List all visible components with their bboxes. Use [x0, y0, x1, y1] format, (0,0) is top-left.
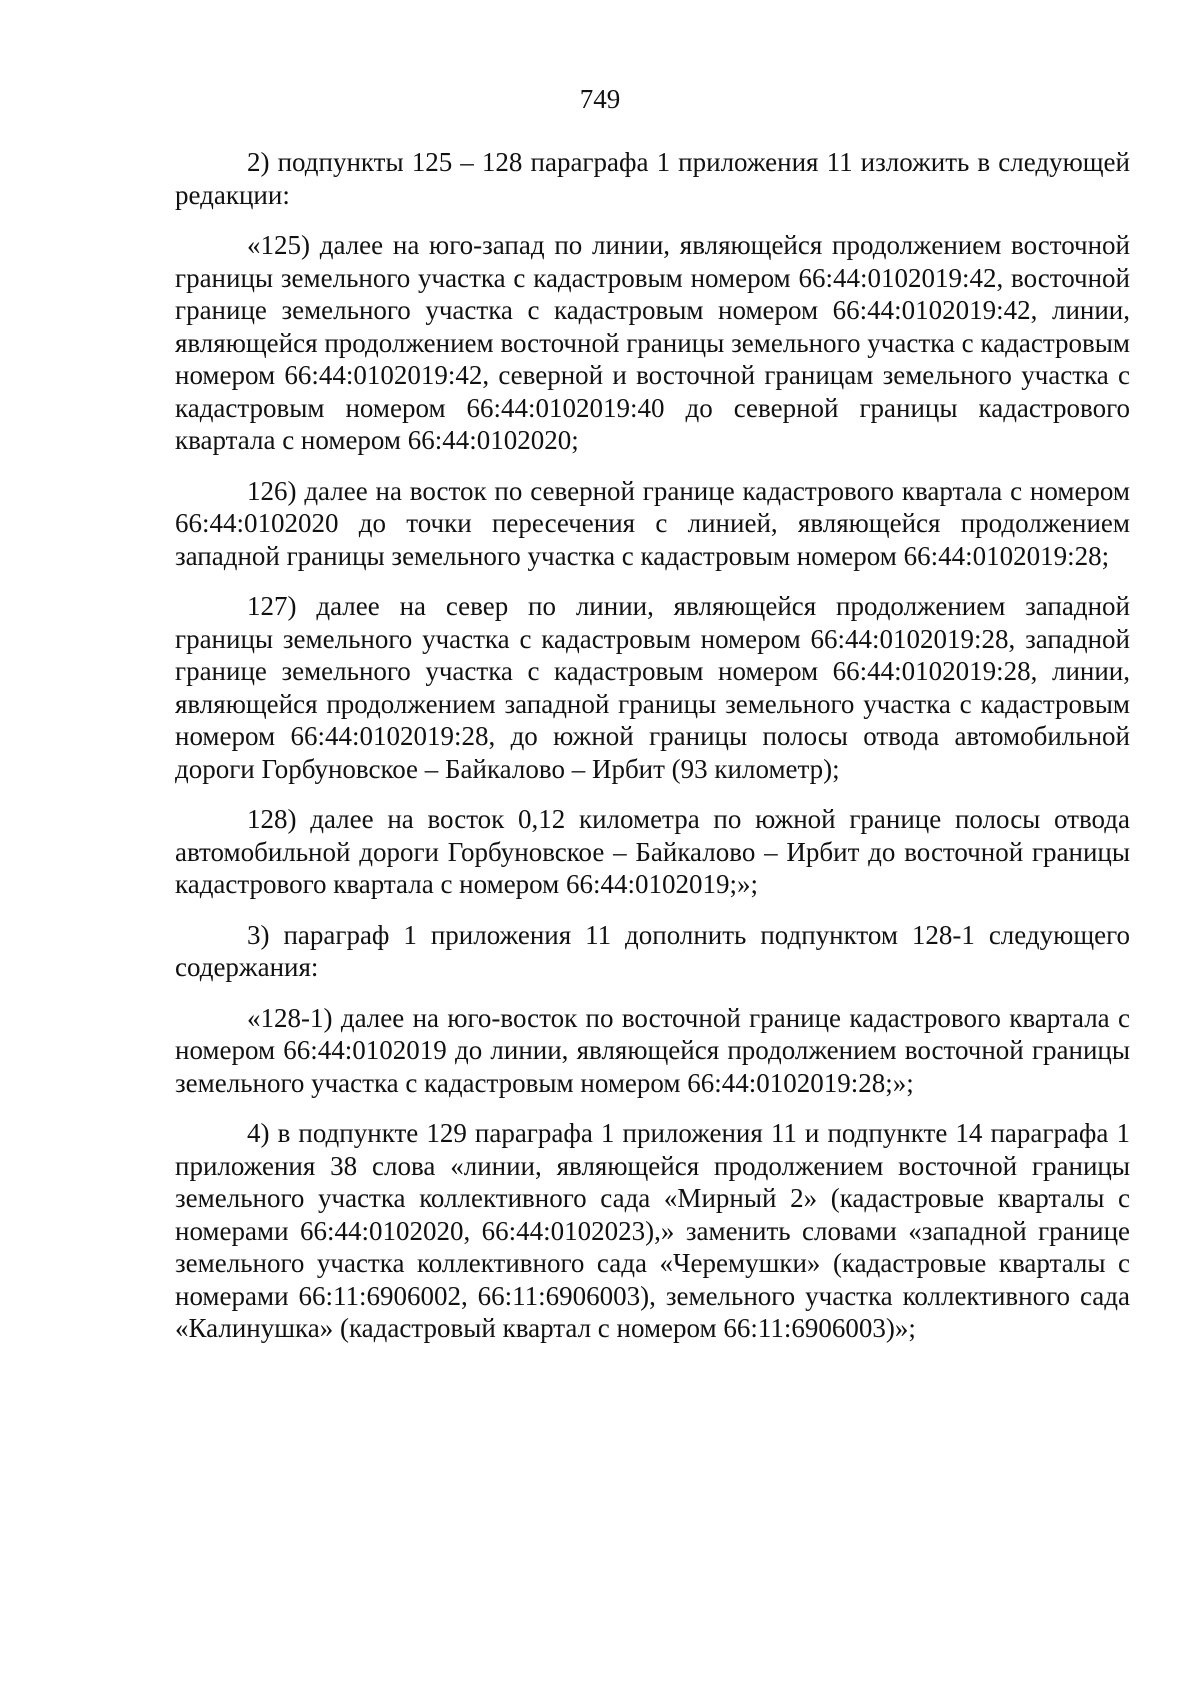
paragraph-subitem-126: 126) далее на восток по северной границе кадастрового квартала с номером 66:44:0102020 до точки пересечения с линией, являющейся продолжением западной границы земельного участка с кадастровым номером 66:44:0102019:28; [175, 475, 1130, 571]
paragraph-subitem-128: 128) далее на восток 0,12 километра по южной границе полосы отвода автомобильной дороги Горбуновское – Байкалово – Ирбит до восточной границы кадастрового квартала с номером 66:44:0102019;»; [175, 804, 1130, 899]
paragraph-subitem-127: 127) далее на север по линии, являющейся продолжением западной границы земельного участка с кадастровым номером 66:44:0102019:28, западной границе земельного участка с кадастровым номером 66:44:0102019:28, линии, являющейся продолжением западной границы земельного участка с кадастровым номером 66:44:0102019:28, до южной границы полосы отвода автомобильной дороги Горбуновское – Байкалово – Ирбит (93 километр); [175, 591, 1130, 784]
paragraph-item-3: 3) параграф 1 приложения 11 дополнить подпунктом 128-1 следующего содержания: [175, 919, 1130, 982]
page-number: 749 [579, 84, 621, 114]
paragraph-item-4: 4) в подпункте 129 параграфа 1 приложения 11 и подпункте 14 параграфа 1 приложения 38 слова «линии, являющейся продолжением восточной границы земельного участка коллективного сада «Мирный 2» (кадастровые кварталы с номерами 66:44:0102020, 66:44:0102023),» заменить словами «западной границе земельного участка коллективного сада «Черемушки» (кадастровые кварталы с номерами 66:11:6906002, 66:11:6906003), земельного участка коллективного сада «Калинушка» (кадастровый квартал с номером 66:11:6906003)»; [175, 1118, 1130, 1343]
paragraph-subitem-128-1: «128-1) далее на юго-восток по восточной границе кадастрового квартала с номером 66:44:0102019 до линии, являющейся продолжением восточной границы земельного участка с кадастровым номером 66:44:0102019:28;»; [175, 1002, 1130, 1098]
paragraph-item-2: 2) подпункты 125 – 128 параграфа 1 приложения 11 изложить в следующей редакции: [175, 147, 1130, 210]
paragraph-subitem-125: «125) далее на юго-запад по линии, являющейся продолжением восточной границы земельного участка с кадастровым номером 66:44:0102019:42, восточной границе земельного участка с кадастровым номером 66:44:0102019:42, линии, являющейся продолжением восточной границы земельного участка с кадастровым номером 66:44:0102019:42, северной и восточной границам земельного участка с кадастровым номером 66:44:0102019:40 до северной границы кадастрового квартала с номером 66:44:0102020; [175, 230, 1130, 455]
document-body [175, 146, 1130, 1363]
